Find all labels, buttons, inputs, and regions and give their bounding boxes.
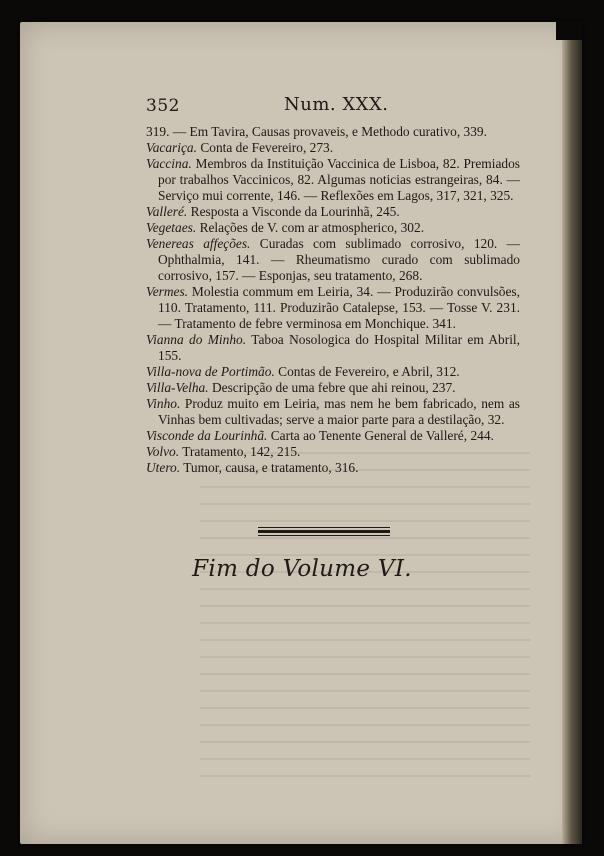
- index-entry: Venereas affeções. Curadas com sublimado corrosivo, 120. — Ophthalmia, 141. — Rheumatismo curado com sublimado corrosivo, 157. — Esponjas, seu tratamento, 268.: [146, 236, 520, 283]
- end-of-volume-title: Fim do Volume VI.: [192, 556, 412, 582]
- index-entry: Vinho. Produz muito em Leiria, mas nem he bem fabricado, nem as Vinhas bem cultivadas; serve a maior parte para a destilação, 32.: [146, 396, 520, 427]
- index-entries: [146, 124, 520, 476]
- index-entry: Utero. Tumor, causa, e tratamento, 316.: [146, 460, 359, 475]
- page-gutter: [562, 22, 582, 844]
- divider-rule-thick: [258, 530, 390, 533]
- index-entry: Villa-nova de Portimão. Contas de Fevereiro, e Abril, 312.: [146, 364, 460, 379]
- page-header: [146, 96, 516, 120]
- page-number: 352: [146, 96, 180, 116]
- bleed-through-texture: [200, 452, 530, 782]
- divider-rule-top: [258, 527, 390, 528]
- index-entry: Valleré. Resposta a Visconde da Lourinhã, 245.: [146, 204, 400, 219]
- index-entry: 319. — Em Tavira, Causas provaveis, e Methodo curativo, 339.: [146, 124, 487, 139]
- index-entry: Vacariça. Conta de Fevereiro, 273.: [146, 140, 334, 155]
- index-entry: Visconde da Lourinhã. Carta ao Tenente General de Valleré, 244.: [146, 428, 494, 443]
- running-head: Num. XXX.: [284, 94, 389, 115]
- index-entry: Villa-Velha. Descripção de uma febre que ahi reinou, 237.: [146, 380, 456, 395]
- divider-rule-bottom: [258, 535, 390, 536]
- index-entry: Vianna do Minho. Taboa Nosologica do Hospital Militar em Abril, 155.: [146, 332, 520, 363]
- page-corner: [556, 22, 582, 40]
- index-entry: Vermes. Molestia commum em Leiria, 34. — Produzirão convulsões, 110. Tratamento, 111. Produzirão Catalepse, 153. — Tosse V. 231. — Tratamento de febre verminosa em Monchique. 341.: [146, 284, 520, 331]
- index-entry: Volvo. Tratamento, 142, 215.: [146, 444, 301, 459]
- index-entry: Vegetaes. Relações de V. com ar atmospherico, 302.: [146, 220, 425, 235]
- index-entry: Vaccina. Membros da Instituição Vaccinica de Lisboa, 82. Premiados por trabalhos Vaccinicos, 82. Algumas noticias estrangeiras, 84. — Serviço mui corrente, 146. — Reflexões em Lagos, 317, 321, 325.: [146, 156, 520, 203]
